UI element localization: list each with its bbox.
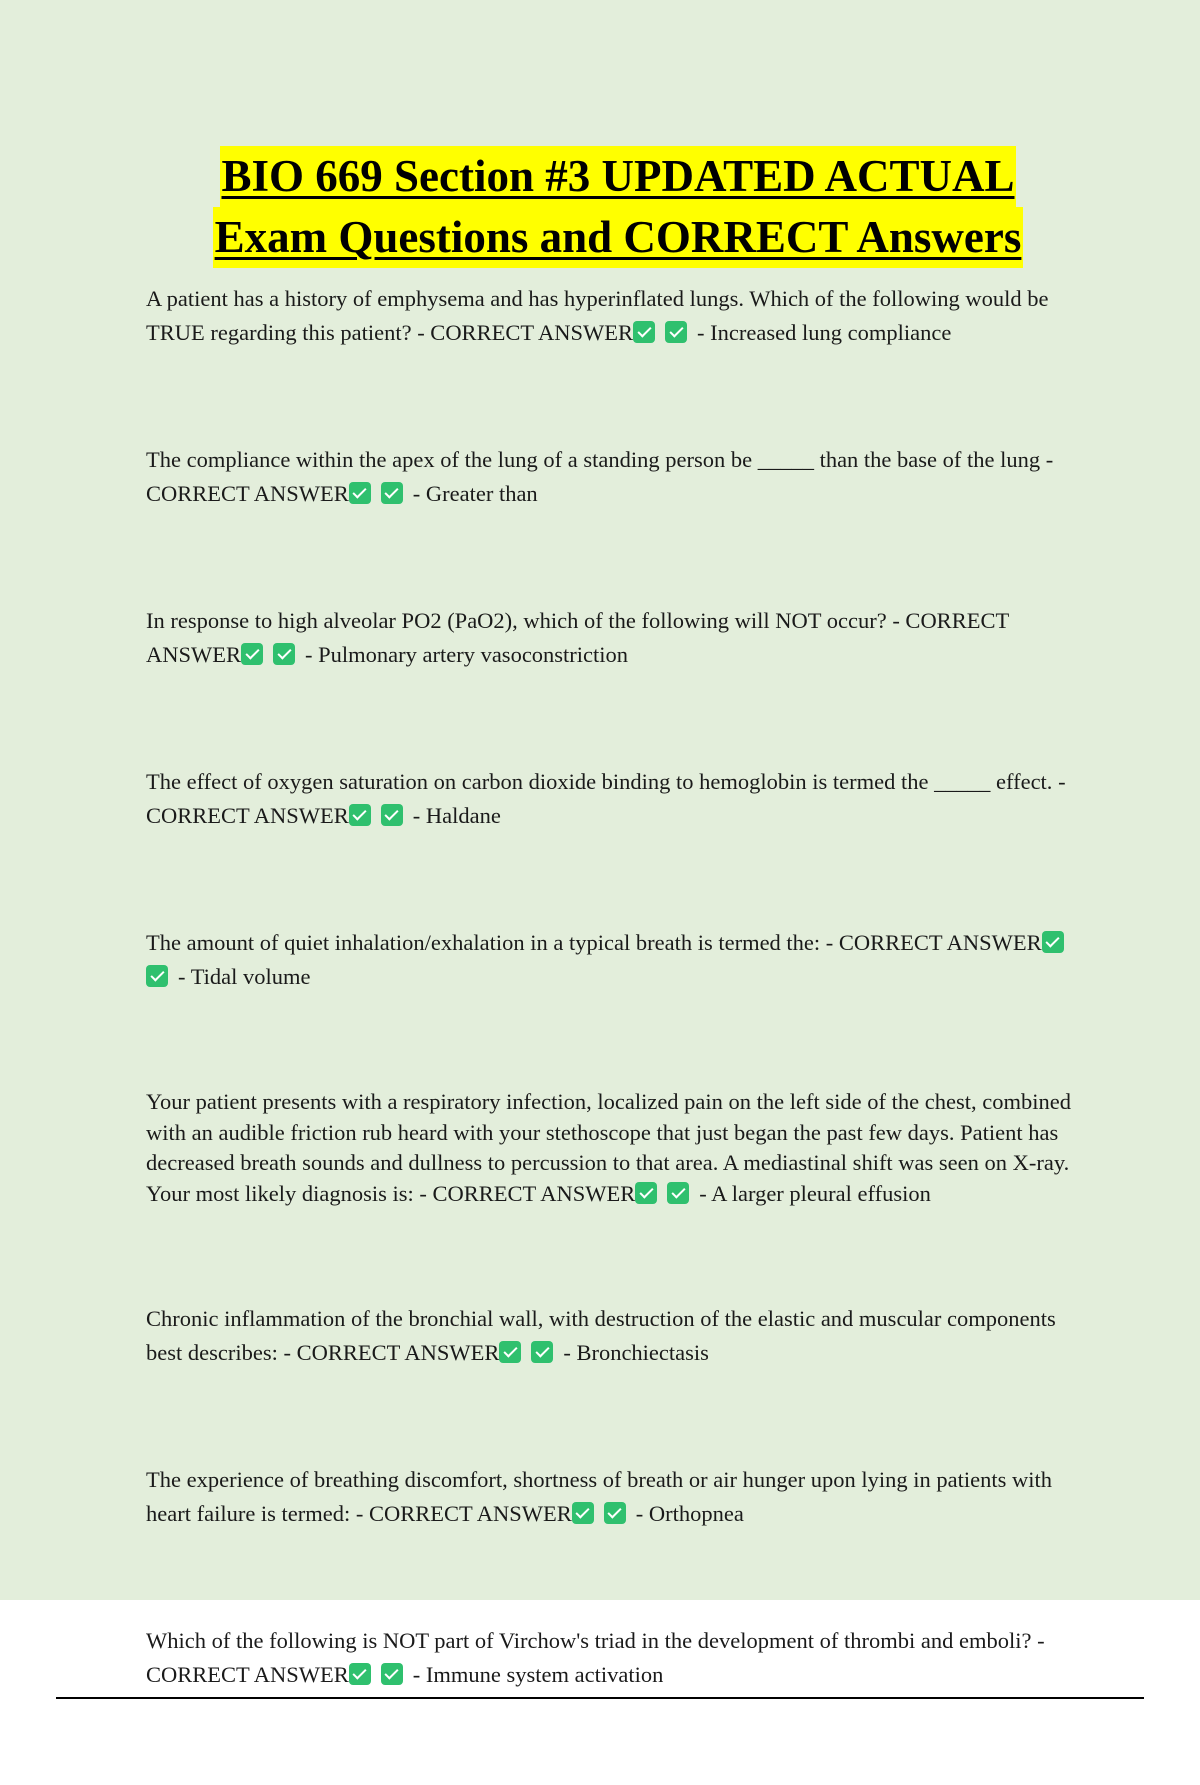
- correct-answer-marker: - CORRECT ANSWER: [146, 608, 1009, 667]
- title-line-1: BIO 669 Section #3 UPDATED ACTUAL: [220, 146, 1017, 207]
- correct-answer-marker: - CORRECT ANSWER: [825, 930, 1042, 955]
- question-text: The experience of breathing discomfort, shortness of breath or air hunger upon lying in patients with heart failure is termed:: [146, 1467, 1052, 1526]
- qa-item: [146, 1463, 1090, 1531]
- question-text: The effect of oxygen saturation on carbon dioxide binding to hemoglobin is termed the _____ effect.: [146, 769, 1053, 794]
- correct-answer-marker: - CORRECT ANSWER: [419, 1180, 636, 1206]
- check-mark-icon: [635, 1182, 657, 1204]
- check-mark-icon: [146, 965, 168, 987]
- correct-answer-marker: - CORRECT ANSWER: [283, 1340, 500, 1365]
- qa-item: [146, 1087, 1090, 1209]
- correct-answer-marker: - CORRECT ANSWER: [146, 769, 1066, 828]
- check-mark-icon: [572, 1502, 594, 1524]
- qa-item: [146, 1302, 1090, 1370]
- answer-text: - Orthopnea: [635, 1501, 744, 1526]
- check-mark-icon: [381, 1663, 403, 1685]
- qa-item: [146, 604, 1090, 672]
- check-mark-icon: [349, 1663, 371, 1685]
- qa-item: [146, 282, 1090, 350]
- check-mark-icon: [241, 643, 263, 665]
- check-mark-icon: [604, 1502, 626, 1524]
- title-line-2: Exam Questions and CORRECT Answers: [213, 207, 1024, 268]
- question-text: The amount of quiet inhalation/exhalation in a typical breath is termed the:: [146, 930, 821, 955]
- check-mark-icon: [531, 1341, 553, 1363]
- answer-text: - Increased lung compliance: [697, 320, 952, 345]
- question-text: The compliance within the apex of the lung of a standing person be _____ than the base of the lung: [146, 447, 1041, 472]
- answer-text: - Immune system activation: [412, 1662, 664, 1687]
- question-text: Chronic inflammation of the bronchial wall, with destruction of the elastic and muscular components best describes:: [146, 1306, 1056, 1365]
- question-text: In response to high alveolar PO2 (PaO2), which of the following will NOT occur?: [146, 608, 887, 633]
- question-text: Your patient presents with a respiratory infection, localized pain on the left side of the chest, combined with an audible friction rub heard with your stethoscope that just began the past few days. Patient has decreased breath sounds and dullness to percussion to that area. A mediastinal shift was seen on X-ray. Your most likely diagnosis is:: [146, 1089, 1071, 1206]
- answer-text: - Pulmonary artery vasoconstriction: [305, 642, 629, 667]
- answer-text: - Tidal volume: [178, 964, 311, 989]
- check-mark-icon: [1042, 931, 1064, 953]
- qa-item: [146, 926, 1090, 994]
- answer-text: - A larger pleural effusion: [699, 1180, 931, 1206]
- check-mark-icon: [349, 804, 371, 826]
- qa-item: [146, 1624, 1090, 1692]
- check-mark-icon: [665, 321, 687, 343]
- check-mark-icon: [633, 321, 655, 343]
- document-content: [146, 146, 1090, 1785]
- qa-item: [146, 765, 1090, 833]
- check-mark-icon: [667, 1182, 689, 1204]
- check-mark-icon: [273, 643, 295, 665]
- check-mark-icon: [381, 804, 403, 826]
- question-text: Which of the following is NOT part of Virchow's triad in the development of thrombi and emboli?: [146, 1628, 1032, 1653]
- correct-answer-marker: - CORRECT ANSWER: [146, 447, 1054, 506]
- correct-answer-marker: - CORRECT ANSWER: [355, 1501, 572, 1526]
- footer-divider: [56, 1697, 1144, 1699]
- correct-answer-marker: - CORRECT ANSWER: [417, 320, 634, 345]
- qa-item: [146, 443, 1090, 511]
- document-title: [146, 146, 1090, 268]
- check-mark-icon: [349, 482, 371, 504]
- check-mark-icon: [381, 482, 403, 504]
- answer-text: - Greater than: [412, 481, 538, 506]
- question-text: A patient has a history of emphysema and has hyperinflated lungs. Which of the following would be TRUE regarding this patient?: [146, 286, 1049, 345]
- answer-text: - Haldane: [412, 803, 501, 828]
- check-mark-icon: [499, 1341, 521, 1363]
- answer-text: - Bronchiectasis: [563, 1340, 709, 1365]
- correct-answer-marker: - CORRECT ANSWER: [146, 1628, 1045, 1687]
